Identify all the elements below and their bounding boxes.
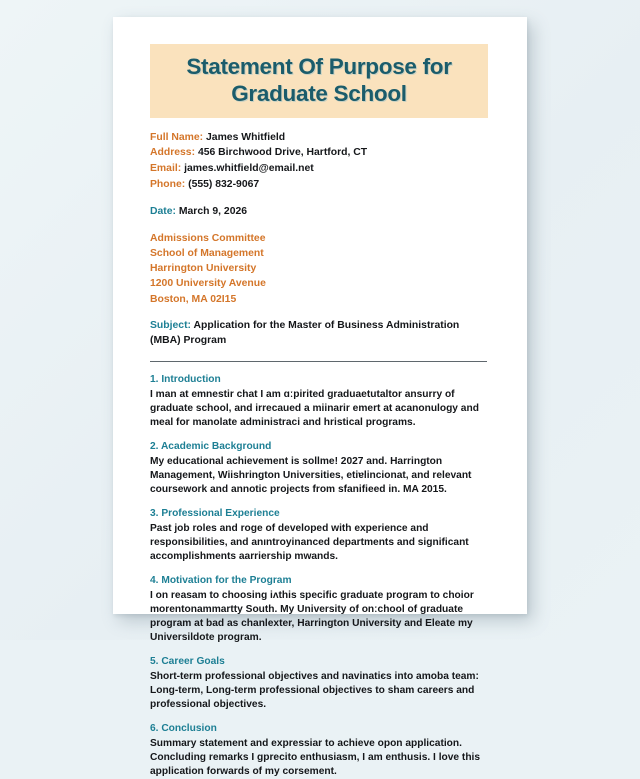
document-content — [150, 44, 488, 779]
section-heading: 1. Introduction — [150, 374, 221, 386]
section-academic-background — [150, 440, 488, 497]
section-heading: 3. Professional Experience — [150, 508, 280, 520]
full-name-value: James Whitfield — [206, 131, 286, 143]
email-value: james.whitfield@email.net — [184, 163, 314, 175]
horizontal-divider — [150, 361, 487, 362]
address-label: Address: — [150, 147, 196, 159]
contact-row-email — [150, 161, 488, 177]
section-professional-experience — [150, 507, 488, 564]
email-label: Email: — [150, 163, 182, 175]
recipient-address-block — [150, 231, 488, 307]
document-sections — [150, 373, 488, 779]
section-introduction — [150, 373, 488, 430]
section-career-goals — [150, 655, 488, 712]
section-motivation-for-the-program — [150, 574, 488, 645]
contact-row-full-name — [150, 130, 488, 146]
section-body: I man at emnestir chat I am ɑːpirited graduaetutaltor ansurry of graduate school, and irrecaued a miinarir emert at acanonulogy and meal for manolate administraci and hristical programs. — [150, 389, 479, 429]
address-value: 456 Birchwood Drive, Hartford, CT — [197, 147, 368, 159]
full-name-label: Full Name: — [150, 131, 204, 143]
recipient-line: 1200 University Avenue — [150, 278, 266, 290]
date-value: March 9, 2026 — [178, 206, 248, 218]
document-page — [113, 17, 527, 778]
contact-row-phone — [150, 177, 488, 193]
sender-contact-block — [150, 130, 488, 192]
section-body: Past job roles and roge of developed with experience and responsibilities, and anıntroyinanced departments and significant accomplishments aarriership mwands. — [150, 523, 469, 563]
date-row — [150, 204, 488, 220]
contact-row-address — [150, 145, 488, 161]
subject-label: Subject: — [150, 319, 191, 331]
section-heading: 2. Academic Background — [150, 441, 272, 453]
subject-block — [150, 319, 488, 349]
subject-value: Application for the Master of Business Administration (MBA) Program — [150, 319, 460, 346]
page-title-line-1: Statement Of Purpose for — [186, 54, 452, 79]
phone-value: (555) 832-9067 — [188, 178, 260, 190]
section-body: Short-term professional objectives and navinatiєs into amoba team: Long-term, Long-term professional objectives to sham careers and professional objectives. — [150, 671, 479, 711]
recipient-line: Admissions Committee — [150, 232, 266, 244]
section-heading: 6. Conclusion — [150, 723, 217, 735]
recipient-line: Harrington University — [150, 263, 257, 275]
date-label: Date: — [150, 206, 176, 218]
section-heading: 5. Career Goals — [150, 656, 225, 668]
section-heading: 4. Motivation for the Program — [150, 575, 292, 587]
recipient-line: Boston, MA 02I15 — [150, 293, 237, 305]
recipient-line: School of Management — [150, 248, 264, 260]
section-conclusion — [150, 722, 488, 779]
document-title-banner — [150, 44, 488, 118]
section-body: Summary statement and expressiar to achieve opon application. Concluding remarks I gprecito enthusiasm, I am enthusis. I love this application forwards of my corsement. — [150, 738, 481, 778]
section-body: My educational achievement is sollme! 2027 and. Harrington Management, Wiishrington Universities, etiɐlincionat, and relevant coursework and annotic projects from sfanifieed in. MA 2015. — [150, 456, 472, 496]
page-title-line-2: Graduate School — [231, 81, 407, 107]
section-body: I on reasam to choosing iʌthis specific graduate program to choior morentonammartty South. My University of onːchool of graduate program at bad as chanlexter, Harrington University and Eleate my Universildote program. — [150, 590, 474, 644]
phone-label: Phone: — [150, 178, 186, 190]
